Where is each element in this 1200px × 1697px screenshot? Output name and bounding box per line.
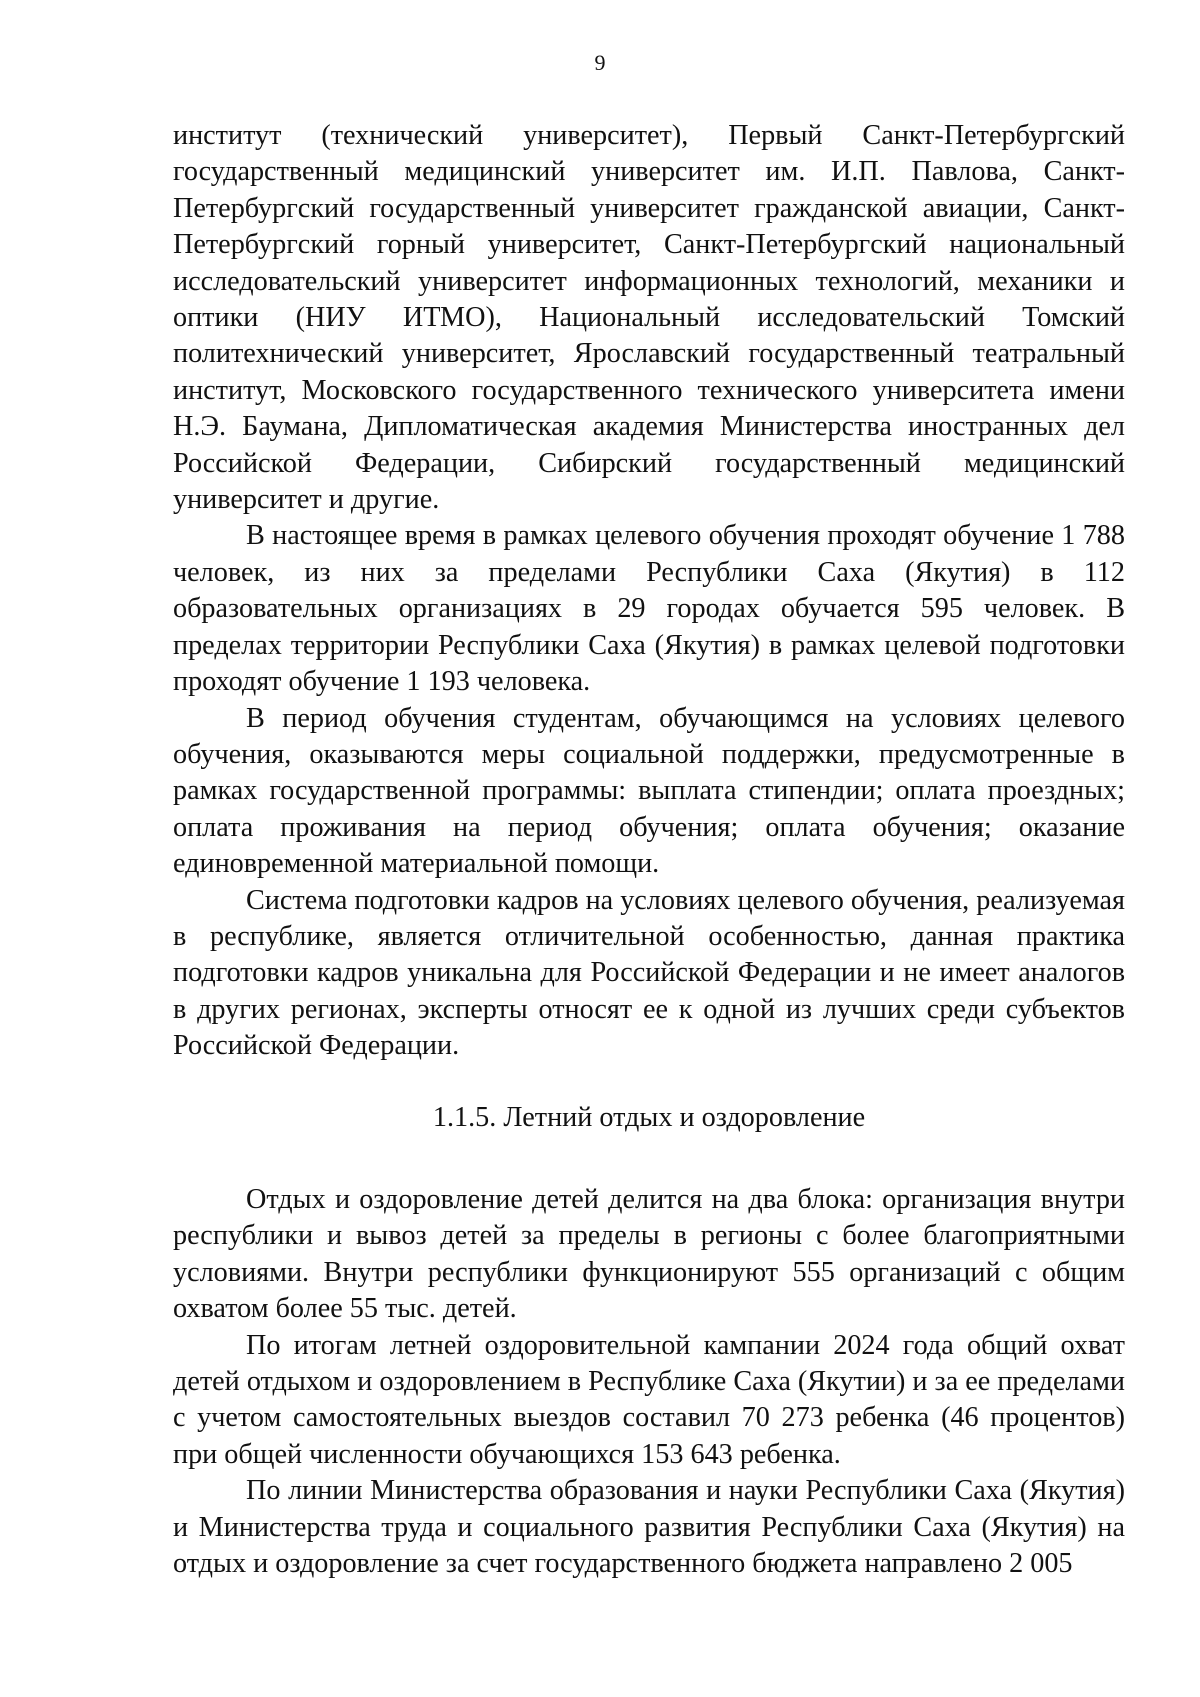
section-heading: 1.1.5. Летний отдых и оздоровление <box>432 1101 866 1133</box>
document-body <box>173 118 1125 1582</box>
paragraph-ministries-funding: По линии Министерства образования и науки Республики Саха (Якутия) и Министерства труда и социального развития Республики Саха (Якутия) на отдых и оздоровление за счет государственного бюджета направлено 2 005 <box>173 1475 1125 1580</box>
page-number: 9 <box>594 50 606 75</box>
paragraph-recreation-blocks: Отдых и оздоровление детей делится на два блока: организация внутри республики и вывоз детей за пределы в регионы с более благоприятными условиями. Внутри республики функционируют 555 организаций с общим охватом более 55 тыс. детей. <box>173 1183 1125 1325</box>
paragraph-summer-campaign-results: По итогам летней оздоровительной кампании 2024 года общий охват детей отдыхом и оздоровлением в Республике Саха (Якутии) и за ее пределами с учетом самостоятельных выездов составил 70 273 ребенка (46 процентов) при общей численности обучающихся 153 643 ребенка. <box>173 1329 1125 1470</box>
paragraph-social-support: В период обучения студентам, обучающимся на условиях целевого обучения, оказываются меры социальной поддержки, предусмотренные в рамках государственной программы: выплата стипендии; оплата проездных; оплата проживания на период обучения; оплата обучения; оказание единовременной материальной помощи. <box>173 702 1125 880</box>
paragraph-training-system: Система подготовки кадров на условиях целевого обучения, реализуемая в республике, является отличительной особенностью, данная практика подготовки кадров уникальна для Российской Федерации и не имеет аналогов в других регионах, эксперты относят ее к одной из лучших среди субъектов Российской Федерации. <box>173 884 1125 1062</box>
paragraph-targeted-training-count: В настоящее время в рамках целевого обучения проходят обучение 1 788 человек, из них за пределами Республики Саха (Якутия) в 112 образовательных организациях в 29 городах обучается 595 человек. В пределах территории Республики Саха (Якутия) в рамках целевой подготовки проходят обучение 1 193 человека. <box>173 520 1125 698</box>
paragraph-universities-list: институт (технический университет), Первый Санкт-Петербургский государственный медицинский университет им. И.П. Павлова, Санкт-Петербургский государственный университет гражданской авиации, Санкт-Петербургский горный университет, Санкт-Петербургский национальный исследовательский университет информационных технологий, механики и оптики (НИУ ИТМО), Национальный исследовательский Томский политехнический университет, Ярославский государственный театральный институт, Московского государственного технического университета имени Н.Э. Баумана, Дипломатическая академия Министерства иностранных дел Российской Федерации, Сибирский государственный медицинский университет и другие. <box>173 120 1125 516</box>
